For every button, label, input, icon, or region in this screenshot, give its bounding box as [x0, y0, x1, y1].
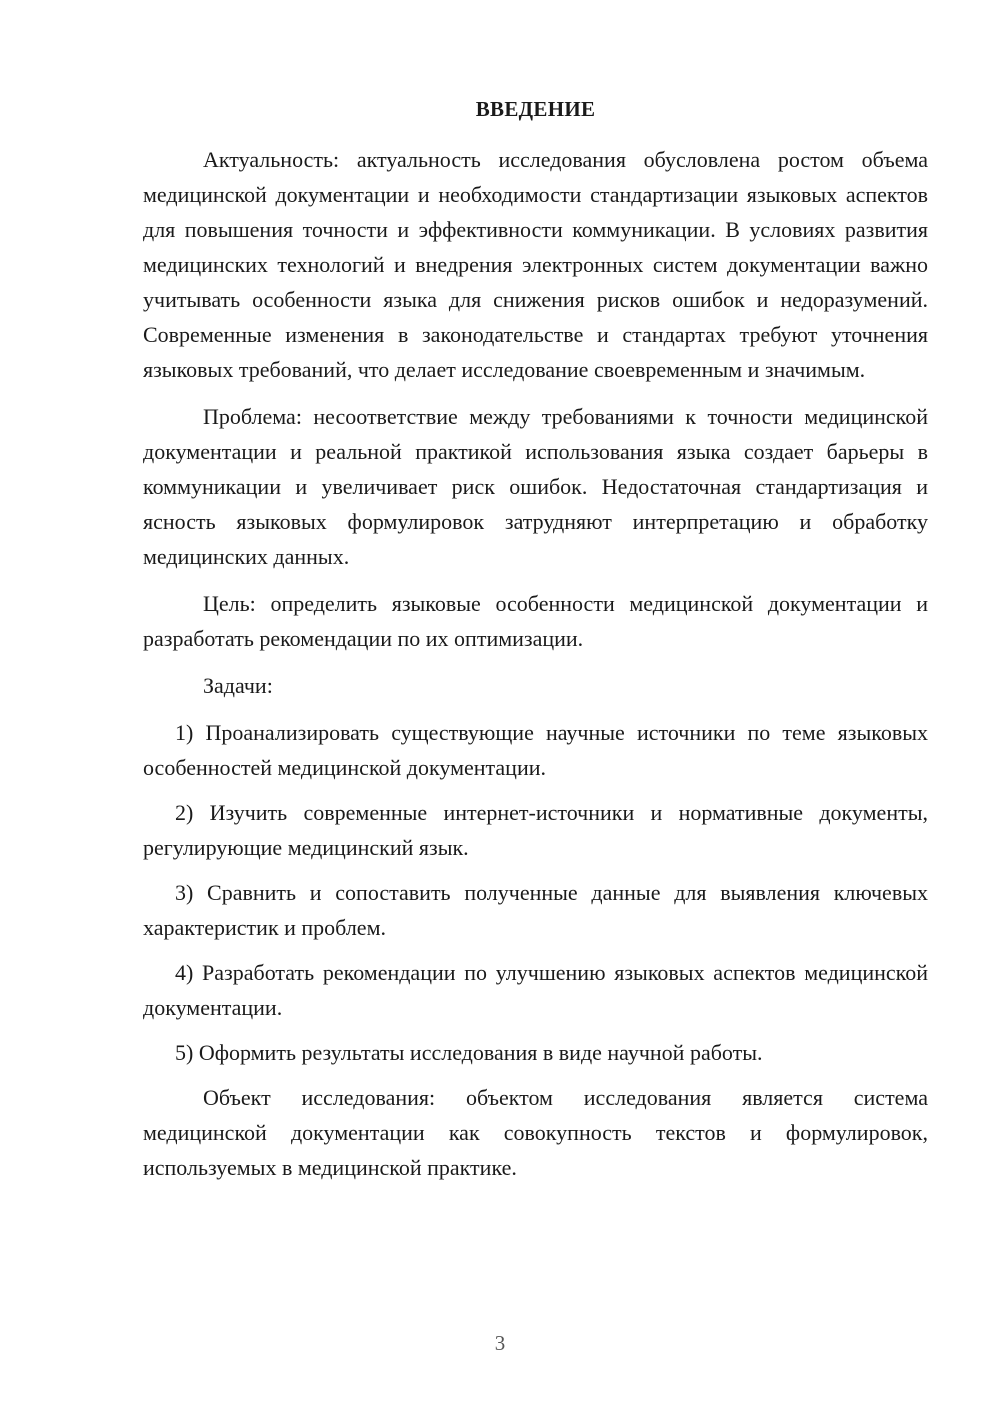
paragraph-object: Объект исследования: объектом исследования является система медицинской документации как совокупность текстов и формулировок, используемых в медицинской практике.	[143, 1085, 928, 1180]
page-content	[143, 92, 928, 1185]
task-item-5: 5) Оформить результаты исследования в виде научной работы.	[175, 1040, 763, 1065]
task-item-4: 4) Разработать рекомендации по улучшению языковых аспектов медицинской документации.	[143, 960, 928, 1020]
paragraph-goal: Цель: определить языковые особенности медицинской документации и разработать рекомендации по их оптимизации.	[143, 591, 928, 651]
paragraph-problem: Проблема: несоответствие между требованиями к точности медицинской документации и реальной практикой использования языка создает барьеры в коммуникации и увеличивает риск ошибок. Недостаточная стандартизация и ясность языковых формулировок затрудняют интерпретацию и обработку медицинских данных.	[143, 404, 928, 569]
paragraph-relevance: Актуальность: актуальность исследования обусловлена ростом объема медицинской документации и необходимости стандартизации языковых аспектов для повышения точности и эффективности коммуникации. В условиях развития медицинских технологий и внедрения электронных систем документации важно учитывать особенности языка для снижения рисков ошибок и недоразумений. Современные изменения в законодательстве и стандартах требуют уточнения языковых требований, что делает исследование своевременным и значимым.	[143, 147, 928, 382]
task-item-3: 3) Сравнить и сопоставить полученные данные для выявления ключевых характеристик и проблем.	[143, 880, 928, 940]
page-number: 3	[494, 1331, 506, 1355]
task-item-1: 1) Проанализировать существующие научные источники по теме языковых особенностей медицинской документации.	[143, 720, 928, 780]
task-item-2: 2) Изучить современные интернет-источники и нормативные документы, регулирующие медицинский язык.	[143, 800, 928, 860]
tasks-label: Задачи:	[203, 673, 273, 698]
section-heading: ВВЕДЕНИЕ	[475, 97, 596, 121]
